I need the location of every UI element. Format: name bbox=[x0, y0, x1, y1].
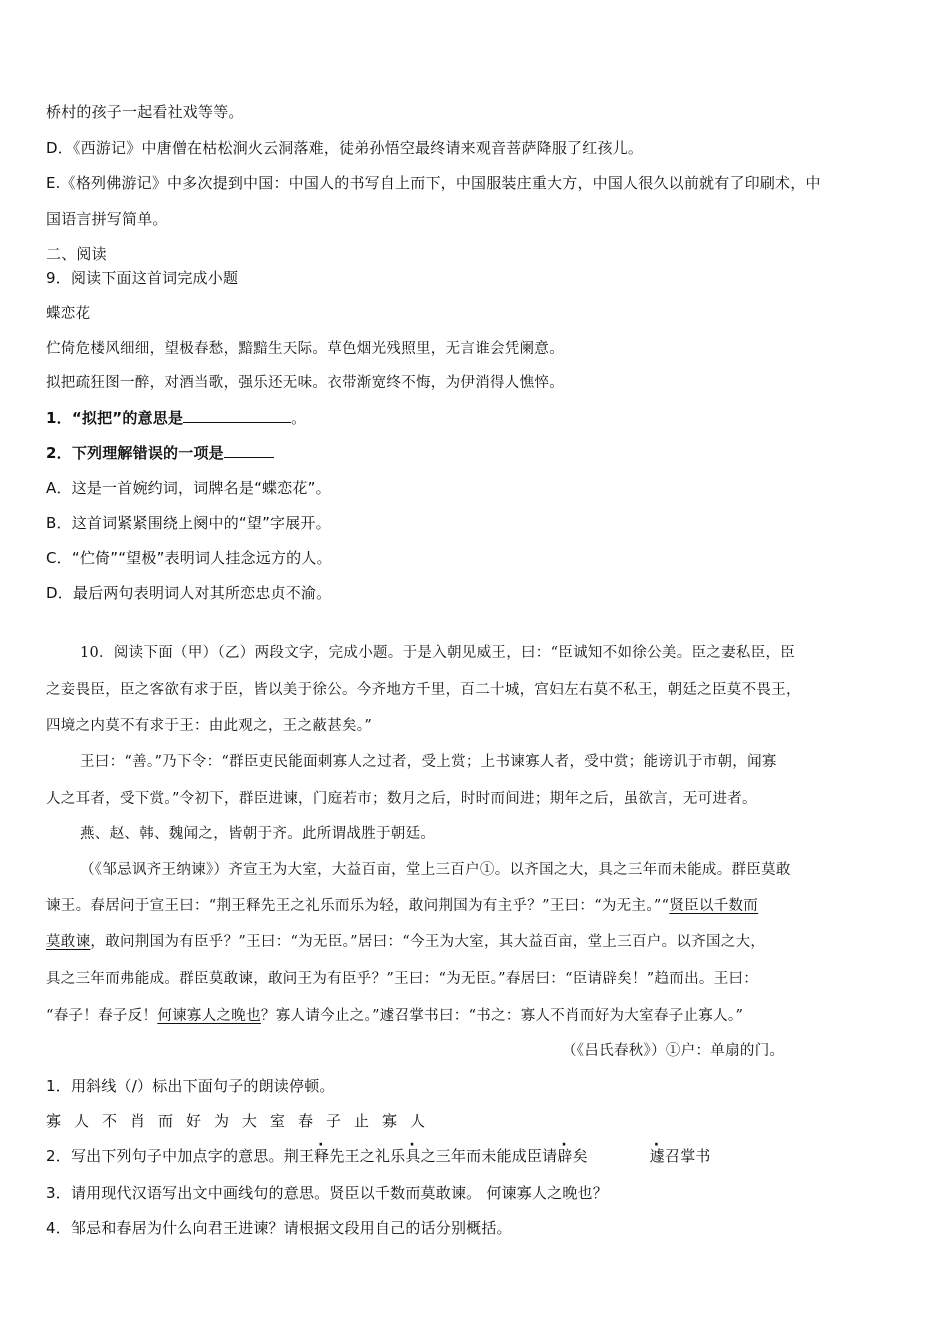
question-text: 矣 bbox=[572, 1147, 588, 1165]
poem-title: 蝶恋花 bbox=[46, 306, 91, 322]
text-line: 国语言拼写简单。 bbox=[46, 210, 168, 228]
question-9-title: 9．阅读下面这首词完成小题 bbox=[46, 269, 239, 287]
question-10-passage: 10．阅读下面（甲）（乙）两段文字，完成小题。于是入朝见威王，曰：“臣诚知不如徐公美。臣之妻私臣，臣 bbox=[80, 645, 796, 661]
sentence-to-mark: 寡人不肖而好为大室春子止寡人 bbox=[46, 1112, 439, 1130]
sub-question-1: 1．用斜线（/）标出下面句子的朗读停顿。 bbox=[46, 1077, 335, 1095]
passage-text: ，敢问荆国为有臣乎？”王曰：“为无臣。”居曰：“今王为大室，其大益百亩，堂上三百户。以齐国之大， bbox=[90, 934, 766, 950]
poem-line: 拟把疏狂图一醉，对酒当歌，强乐还无味。衣带渐宽终不悔，为伊消得人憔悴。 bbox=[46, 375, 564, 391]
question-text: 1．“拟把”的意思是 bbox=[46, 409, 184, 427]
underlined-sentence: 莫敢谏 bbox=[46, 934, 91, 950]
passage-line: 人之耳者，受下赏。”令初下，群臣进谏，门庭若市；数月之后，时时而间进；期年之后，虽欲言，无可进者。 bbox=[46, 791, 757, 807]
sub-question-3: 3．请用现代汉语写出文中画线句的意思。贤臣以千数而莫敢谏。 何谏寡人之晚也？ bbox=[46, 1184, 608, 1202]
punctuation: 。 bbox=[291, 409, 307, 427]
option-b: B．这首词紧紧围绕上阕中的“望”字展开。 bbox=[46, 514, 331, 532]
passage-line: 四境之内莫不有求于王：由此观之，王之蔽甚矣。” bbox=[46, 718, 373, 734]
text-line: 桥村的孩子一起看社戏等等。 bbox=[46, 103, 244, 121]
answer-blank[interactable] bbox=[224, 443, 274, 458]
underlined-sentence: 何谏寡人之晚也 bbox=[157, 1008, 261, 1024]
underlined-sentence: 贤臣以千数而 bbox=[669, 898, 759, 914]
question-9-1 bbox=[46, 408, 306, 428]
question-text: 先王之礼乐 bbox=[329, 1147, 406, 1165]
option-a: A．这是一首婉约词，词牌名是“蝶恋花”。 bbox=[46, 479, 331, 497]
passage-line: 王曰：“善。”乃下令：“群臣吏民能面刺寡人之过者，受上赏；上书谏寡人者，受中赏；能谤讥于市朝，闻寡 bbox=[80, 754, 777, 770]
dotted-character: 辟 bbox=[557, 1147, 573, 1165]
question-text: 召掌书 bbox=[665, 1147, 711, 1165]
passage-text: 谏王。春居问于宣王曰：“荆王释先王之礼乐而乐为轻，敢问荆国为有主乎？”王曰：“为无主。”“ bbox=[46, 898, 670, 914]
passage-line: 具之三年而弗能成。群臣莫敢谏，敢问王为有臣乎？”王曰：“为无臣。”春居曰：“臣请辟矣！”趋而出。王曰： bbox=[46, 971, 759, 987]
sub-question-4: 4．邹忌和春居为什么向君王进谏？请根据文段用自己的话分别概括。 bbox=[46, 1219, 512, 1237]
option-d: D．最后两句表明词人对其所恋忠贞不渝。 bbox=[46, 584, 332, 602]
question-text: 2．下列理解错误的一项是 bbox=[46, 444, 224, 462]
passage-line bbox=[46, 932, 765, 952]
option-e-gulliver: E.《格列佛游记》中多次提到中国：中国人的书写自上而下，中国服装庄重大方，中国人很久以前就有了印刷术，中 bbox=[46, 174, 821, 192]
question-text: 之三年而未能成臣请 bbox=[420, 1147, 558, 1165]
passage-line: 之妾畏臣，臣之客欲有求于臣，皆以美于徐公。今齐地方千里，百二十城，宫妇左右莫不私王，朝廷之臣莫不畏王， bbox=[46, 682, 801, 698]
passage-source: （《吕氏春秋》）①户：单扇的门。 bbox=[562, 1043, 785, 1059]
passage-line: （《邹忌讽齐王纳谏》）齐宣王为大室，大益百亩，堂上三百户①。以齐国之大，具之三年而未能成。群臣莫敢 bbox=[80, 862, 791, 878]
dotted-character: 遽 bbox=[649, 1147, 665, 1165]
passage-line: 燕、赵、韩、魏闻之，皆朝于齐。此所谓战胜于朝廷。 bbox=[80, 826, 436, 842]
option-d-xiyouji: D．《西游记》中唐僧在枯松涧火云洞落难，徒弟孙悟空最终请来观音菩萨降服了红孩儿。 bbox=[46, 139, 644, 157]
sub-question-2 bbox=[46, 1146, 711, 1166]
section-heading: 二、阅读 bbox=[46, 245, 107, 263]
passage-line bbox=[46, 896, 758, 916]
question-text: 2．写出下列句子中加点字的意思。荆王 bbox=[46, 1147, 315, 1165]
passage-text: ？寡人请今止之。”遽召掌书曰：“书之：寡人不肖而好为大室春子止寡人。” bbox=[260, 1008, 744, 1024]
dotted-character: 具 bbox=[405, 1147, 421, 1165]
dotted-character: 释 bbox=[314, 1147, 330, 1165]
question-9-2 bbox=[46, 443, 274, 463]
answer-blank[interactable] bbox=[183, 408, 291, 423]
poem-line: 伫倚危楼风细细，望极春愁，黯黯生天际。草色烟光残照里，无言谁会凭阑意。 bbox=[46, 341, 564, 357]
passage-text: “春子！春子反！ bbox=[46, 1008, 158, 1024]
passage-line bbox=[46, 1006, 743, 1026]
option-c: C．“伫倚”“望极”表明词人挂念远方的人。 bbox=[46, 549, 332, 567]
